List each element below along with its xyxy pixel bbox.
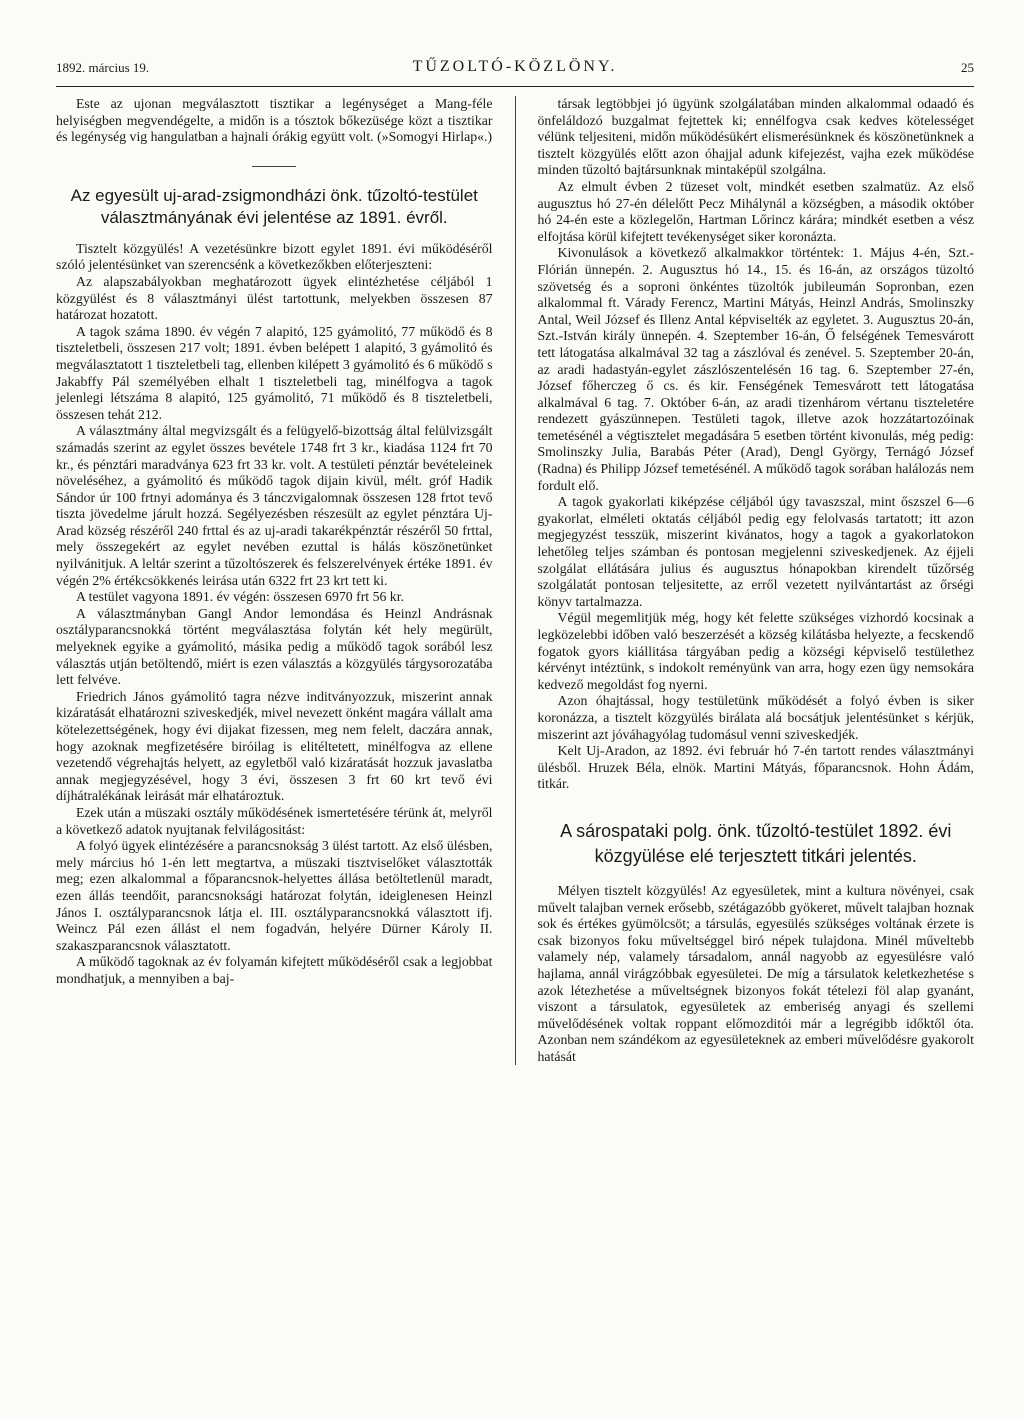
paragraph: Kivonulások a következő alkalmakkor történtek: 1. Május 4-én, Szt.-Flórián ünnepén. 2. Augusztus hó 14., 15. és 16-án, az országos tüzoltó szövetség és a soproni önkéntes tüzoltók jubileumán Sopronban, ezen alkalommal ft. Várady Ferencz, Martini Mátyás, Heinzl András, Smolinszky Antal, Weil József és Illenz Antal képviselték az egyletet. 3. Augusztus 20-án, Szt.-István király ünnepén. 4. Szeptember 16-án, Ő felségének Temesvárott tett látogatása alkalmával 32 tag a zászlóval és zenével. 5. Szeptember 20-án, az aradi hadastyán-egylet zászlószentelésén 16 tag. 6. Szeptember 27-én, József főherczeg ő cs. és kir. Fenségének Temesvárott tett látogatása alkalmával 6 tag. 7. Október 6-án, az aradi tizenhárom vértanu tiszteletére rendezett gyászünnepen. Testületi tagok, illetve azok hozzátartozóinak temetésénél a végtisztelet megadására 5 esetben történt kivonulás, még pedig: Smolinszky Julia, Barabás Péter (Arad), Dengl György, Ternágó József (Radna) és Philipp József temetésénél. A működő tagok sorában halálozás nem fordult elő.: [537, 245, 974, 493]
signature-paragraph: Kelt Uj-Aradon, az 1892. évi február hó 7-én tartott rendes választmányi ülésből. Hruzek Béla, elnök. Martini Mátyás, főparancsnok. Hohn Ádám, titkár.: [537, 743, 974, 792]
column-divider: [515, 96, 516, 1065]
paragraph: A választmány által megvizsgált és a felügyelő-bizottság által felülvizsgált számadás szerint az egylet összes bevétele 1748 frt 3 kr., kiadása 1124 frt 70 kr., és pénztári maradványa 623 frt 33 kr. volt. A testületi pénztár bevételeinek növeléséhez, a gyámolitó és működő tagok dijain kivül, mélt. gróf Hadik Sándor úr 100 frtnyi adománya és 3 tánczvigalomnak összesen 128 frtot tevő tiszta jövedelme járult hozzá. Segélyezésben részesült az egylet pénztára Uj-Arad község részéről 240 frttal és az uj-aradi takarékpénztár részéről 50 frttal, mely összegekért az egylet nevében ezuttal is hálás köszönetünket nyilvánitjuk. A leltár szerint a tűzoltószerek és felszerelvények értéke 1891. év végén 2% értékcsökkenés leirása után 6322 frt 23 krt tett ki.: [56, 423, 493, 588]
article-title-arad: Az egyesült uj-arad-zsigmondházi önk. tűzoltó-testület választmányának évi jelentése az 1891. évről.: [70, 185, 478, 227]
issue-date: 1892. március 19.: [56, 60, 150, 75]
paragraph: társak legtöbbjei jó ügyünk szolgálatában minden alkalommal odaadó és önfeláldozó buzgalmat fejtettek ki; ennélfogva csak kedves kötelességet vélünk teljesiteni, midőn működésükért elismerésünknek és köszönetünknek a tisztelt közgyülés előtt azon óhajjal adunk kifejezést, vajha ezek működése minden tűzoltó bajtársunknak mintaképül szolgálna.: [537, 96, 974, 178]
paragraph: A folyó ügyek elintézésére a parancsnokság 3 ülést tartott. Az első ülésben, mely március hó 1-én lett megtartva, a müszaki tisztviselőket választották meg; ezen alkalommal a főparancsnok-helyettes állása betöltetlenül maradt, ezen állás teendőit, parancsnoksági határozat folytán, ideiglenesen Heinzl János I. osztályparancsnok látja el. III. osztályparancsnokká választott ifj. Weincz Pál ezen állást el nem fogadván, helyére Dürner Károly II. szakaszparancsnok választatott.: [56, 838, 493, 953]
columns: [56, 96, 974, 1065]
newspaper-title: TŰZOLTÓ-KÖZLÖNY.: [412, 58, 618, 75]
paragraph: A tagok száma 1890. év végén 7 alapitó, 125 gyámolitó, 77 működő és 8 tiszteletbeli, összesen 217 volt; 1891. évben belépett 1 alapitó, 3 gyámolitó és megválasztatott 1 tiszteletbeli tag, ellenben kilépett 3 gyámolitó és 6 működő s Jakabffy Pál személyében elhalt 1 tiszteletbeli tag, minélfogva a tagok jelenlegi létszáma 8 alapitó, 125 gyámolitó, 71 működő és 8 tiszteletbeli, összesen tehát 212.: [56, 323, 493, 422]
paragraph: Az alapszabályokban meghatározott ügyek elintézhetése céljából 1 közgyülést és 8 választmányi ülést tartottunk, melyekben összesen 87 határozat hozatott.: [56, 273, 493, 323]
left-column: [56, 96, 493, 1065]
paragraph: Friedrich János gyámolitó tagra nézve inditványozzuk, miszerint annak kizáratását elhatározni sziveskedjék, mivel nevezett önként magára vállalt ama kötelezettségének, hogy évi dijakat fizessen, meg nem felelt, daczára annak, hogy azoknak megfizetésére biróilag is elitéltetett, minélfogva az ellene vezetendő végrehajtás helyett, az egyletből való kizáratását hozzuk javaslatba annak megjegyzésével, hogy 3 évi, összesen 3 frt 60 krt tevő évi díjhátralékának leirását már elhatároztuk.: [56, 688, 493, 804]
paragraph: A működő tagoknak az év folyamán kifejtett működéséről csak a legjobbat mondhatjuk, a mennyiben a baj-: [56, 954, 493, 986]
header-rule: [56, 86, 974, 87]
page-header: [56, 0, 974, 96]
paragraph: A választmányban Gangl Andor lemondása és Heinzl Andrásnak osztályparancsnokká történt megválasztása folytán két hely megürült, melyeknek egyike a gyámolitó, másika pedig a működő tagok sorából lesz választás utján betöltendő, miért is ezen választás a közgyülés tárgysorozatába lett felvéve.: [56, 605, 493, 688]
page-number: 25: [961, 60, 974, 75]
right-column: [538, 96, 975, 1065]
intro-paragraph: Este az ujonan megválasztott tisztikar a legénységet a Mang-féle helyiségben megvendégelte, a midőn is a tósztok bőkezüsége közt a tisztikar és legénység vig hangulatban a hajnali órákig együtt volt. (»Somogyi Hirlap«.): [56, 96, 493, 145]
paragraph: Tisztelt közgyülés! A vezetésünkre bizott egylet 1891. évi működéséről szóló jelentésünket van szerencsénk a következőkben előterjeszteni:: [56, 240, 493, 273]
paragraph: Azon óhajtással, hogy testületünk működését a folyó évben is siker koronázza, a tisztelt közgyülés birálata alá bocsátjuk jelentésünket s kérjük, miszerint azt jóváhagyólag tudomásul venni sziveskedjék.: [537, 693, 974, 742]
paragraph: Végül megemlitjük még, hogy két felette szükséges vizhordó kocsinak a legközelebbi időben való beszerzését a község kilátásba helyezte, a fecskendő fogatok gyors kiállitása tárgyában pedig a községi képviselő testülethez kérvényt intéztünk, s indokolt reményünk van arra, hogy ezen ügy nemsokára kedvező megoldást fog nyerni.: [537, 610, 974, 692]
section-separator: [252, 166, 296, 167]
paragraph: Ezek után a müszaki osztály működésének ismertetésére térünk át, melyről a következő adatok nyujtanak felvilágositást:: [56, 804, 493, 837]
paragraph: Az elmult évben 2 tüzeset volt, mindkét esetben szalmatüz. Az első augusztus hó 27-én délelőtt Pecz Mihálynál a községben, a második október hó 24-én este a közlegelőn, Hartman Lőrincz kárára; mindkét esetben a vész elfojtása körül kifejtett tevékenységet siker koronázta.: [537, 178, 974, 244]
paragraph: A testület vagyona 1891. év végén: összesen 6970 frt 56 kr.: [76, 589, 404, 605]
paragraph: A tagok gyakorlati kiképzése céljából úgy tavaszszal, mint őszszel 6—6 gyakorlat, elméleti oktatás céljából pedig egy felolvasás tartatott; itt azon megjegyzést tesszük, miszerint kivánatos, hogy a tagok a gyakorlatokon lehetőleg teljes számban és pontosan megjelenni sziveskedjenek. Az éjjeli szolgálat ellátására julius és augusztus hónapokban kirendelt tűzőrség szolgálatát pontosan teljesitette, az erről vezetett nyilvántartást az őrségi könyv tartalmazza.: [537, 494, 974, 609]
article-title-sarospatak: A sárospataki polg. önk. tűzoltó-testület 1892. évi közgyülése elé terjesztett titkári jelentés.: [560, 820, 952, 866]
paragraph: Mélyen tisztelt közgyülés! Az egyesületek, mint a kultura növényei, csak művelt talajban vernek erősebb, szétágazóbb gyökeret, művelt talajban hoznak sok és értékes gyümölcsöt; a társulás, egyesülés szükséges voltának érzete is csak bizonyos foku műveltséggel biró népek tulajdona. Minél műveltebb valamely nép, valamely társadalom, annál nagyobb az egyesülésre való hajlama, annál virágzóbbak egyesületei. De míg a társulatok keletkezhetése s azok létezhetése a műveltségnek bizonyos fokát tételezi föl alap gyanánt, viszont a társulatok, egyesületek az emberiség anyagi és szellemi művelődésének voltak roppant előmozditói már a legrégibb időktől óta. Azonban nem szándékom az egyesületeknek az emberi művelődésre gyakorolt hatását: [537, 882, 974, 1064]
